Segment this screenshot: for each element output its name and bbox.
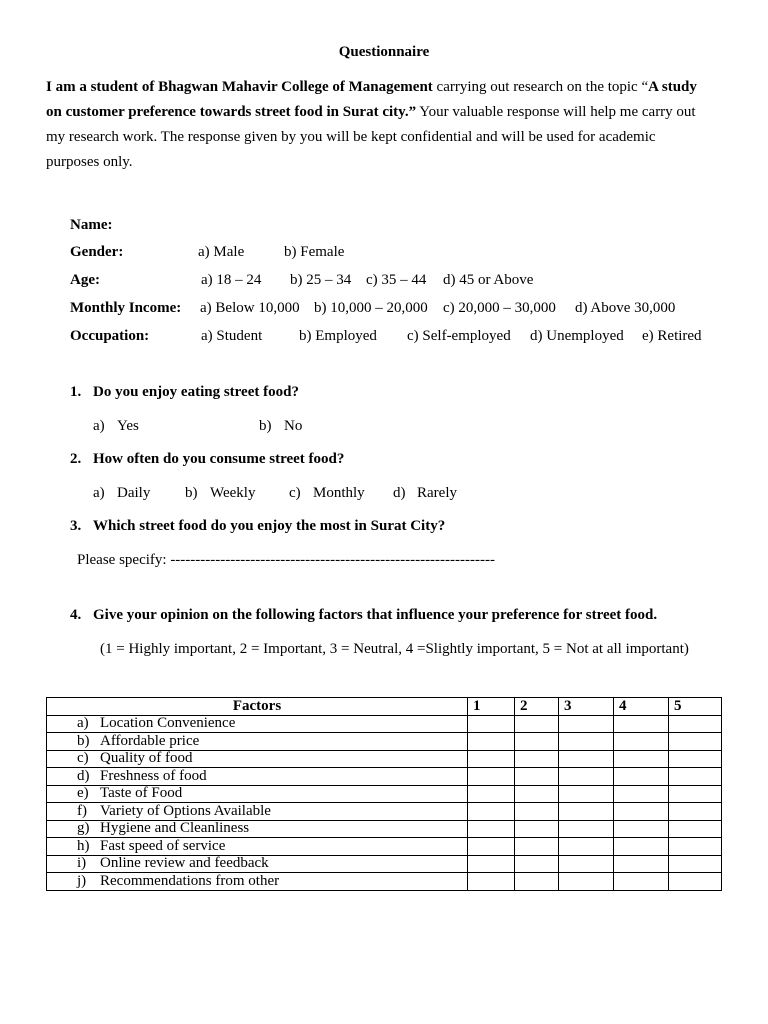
rating-cell [468,733,515,751]
factor-letter: f) [77,802,87,819]
rating-header: 4 [614,698,669,716]
rating-cell [614,733,669,751]
factor-label: Online review and feedback [100,855,269,872]
factor-letter: g) [77,820,90,837]
table-row [47,733,722,751]
factor-letter: b) [77,732,90,749]
factor-cell [47,785,468,803]
factor-letter: a) [77,715,89,732]
factor-label: Freshness of food [100,767,207,784]
factor-label: Fast speed of service [100,837,226,854]
occupation-option: a) Student [201,328,263,344]
rating-cell [515,768,559,786]
factor-cell [47,820,468,838]
gender-label: Gender: [70,244,124,260]
factor-cell [47,733,468,751]
occupation-option: c) Self-employed [407,328,511,344]
rating-cell [468,803,515,821]
gender-option: b) Female [284,244,345,260]
rating-cell [559,803,614,821]
rating-scale-note: (1 = Highly important, 2 = Important, 3 = Neutral, 4 =Slightly important, 5 = Not at all important) [100,641,689,657]
gender-option: a) Male [198,244,245,260]
specify-blank: ----------------------------------------------------------------- [170,552,495,568]
rating-cell [559,855,614,873]
factor-cell [47,838,468,856]
rating-cell [515,803,559,821]
intro-text: my research work. The response given by you will be kept confidential and will be used for academic [46,129,656,145]
rating-cell [669,785,722,803]
factor-cell [47,803,468,821]
rating-cell [559,715,614,733]
page-title: Questionnaire [338,44,430,60]
table-row [47,750,722,768]
income-option: a) Below 10,000 [200,300,300,316]
factor-label: Taste of Food [100,785,183,802]
question-2-options [0,484,768,502]
factor-letter: j) [77,872,87,889]
income-label: Monthly Income: [70,300,182,316]
question-3 [0,517,768,535]
factor-label: Recommendations from other [100,872,280,889]
rating-cell [515,733,559,751]
rating-cell [468,838,515,856]
rating-cell [559,838,614,856]
occupation-option: e) Retired [642,328,702,344]
intro-bold-text: A study [648,79,697,95]
table-row [47,855,722,873]
factor-label: Affordable price [100,732,200,749]
rating-cell [559,750,614,768]
age-option: a) 18 – 24 [201,272,262,288]
factor-cell [47,855,468,873]
rating-cell [559,873,614,891]
intro-text: carrying out research on the topic “ [432,79,649,95]
rating-cell [559,768,614,786]
name-row [0,216,768,234]
intro-bold-text: on customer preference towards street food in Surat city.” [46,104,417,120]
rating-cell [614,838,669,856]
rating-cell [614,803,669,821]
factors-table [46,697,722,891]
rating-cell [559,820,614,838]
question-number: 2. [70,451,82,467]
age-label: Age: [70,272,100,288]
table-row [47,803,722,821]
question-2 [0,450,768,468]
factor-cell [47,715,468,733]
factor-letter: e) [77,785,89,802]
intro-text: Your valuable response will help me carry out [416,104,696,120]
rating-cell [614,873,669,891]
factor-letter: i) [77,855,87,872]
factor-letter: c) [77,750,89,767]
option-label: Daily [117,485,151,501]
rating-cell [669,873,722,891]
factor-label: Location Convenience [100,715,236,732]
occupation-option: b) Employed [299,328,377,344]
rating-cell [614,768,669,786]
option-letter: b) [185,485,198,501]
rating-cell [614,820,669,838]
rating-header: 2 [515,698,559,716]
question-number: 3. [70,518,82,534]
factor-label: Hygiene and Cleanliness [100,820,250,837]
question-text: How often do you consume street food? [93,451,345,467]
rating-cell [669,820,722,838]
table-row [47,873,722,891]
specify-line [77,551,495,569]
gender-row [0,243,768,261]
rating-cell [515,855,559,873]
specify-label: Please specify: [77,552,167,568]
factor-label: Variety of Options Available [100,802,271,819]
rating-cell [614,785,669,803]
rating-cell [515,820,559,838]
factors-header: Factors [47,698,468,716]
age-option: b) 25 – 34 [290,272,352,288]
table-row [47,785,722,803]
rating-cell [468,768,515,786]
table-row [47,838,722,856]
intro-line [46,153,133,171]
income-option: b) 10,000 – 20,000 [314,300,428,316]
intro-line [46,128,656,146]
name-label: Name: [70,217,113,233]
rating-cell [669,733,722,751]
rating-cell [468,820,515,838]
rating-cell [515,715,559,733]
option-label: Yes [117,418,139,434]
rating-cell [669,750,722,768]
factor-cell [47,873,468,891]
rating-cell [669,715,722,733]
rating-cell [614,750,669,768]
occupation-row [0,327,768,345]
rating-cell [515,838,559,856]
age-option: d) 45 or Above [443,272,534,288]
question-number: 1. [70,384,82,400]
rating-cell [669,855,722,873]
rating-cell [669,803,722,821]
factor-label: Quality of food [100,750,193,767]
option-label: Weekly [210,485,256,501]
rating-cell [468,785,515,803]
rating-header: 1 [468,698,515,716]
question-text: Do you enjoy eating street food? [93,384,299,400]
rating-cell [614,715,669,733]
rating-cell [468,750,515,768]
income-row [0,299,768,317]
table-row [47,768,722,786]
rating-cell [669,838,722,856]
option-letter: a) [93,418,105,434]
rating-cell [614,855,669,873]
intro-line [46,78,697,96]
rating-cell [468,873,515,891]
question-number: 4. [70,607,82,623]
occupation-label: Occupation: [70,328,150,344]
rating-cell [468,715,515,733]
rating-cell [559,733,614,751]
question-1-options [0,417,768,435]
table-row [47,715,722,733]
income-option: d) Above 30,000 [575,300,676,316]
occupation-option: d) Unemployed [530,328,624,344]
factor-letter: d) [77,767,90,784]
rating-cell [515,785,559,803]
intro-line [46,103,696,121]
option-letter: d) [393,485,406,501]
question-text: Give your opinion on the following factors that influence your preference for street food. [93,607,658,623]
age-row [0,271,768,289]
rating-cell [559,785,614,803]
question-4 [0,606,768,624]
rating-header: 5 [669,698,722,716]
table-row [47,820,722,838]
option-letter: b) [259,418,272,434]
table-header-row [47,698,722,716]
option-letter: c) [289,485,301,501]
factor-letter: h) [77,837,90,854]
option-letter: a) [93,485,105,501]
intro-text: purposes only. [46,154,133,170]
factors-table-body [47,715,722,890]
rating-cell [515,873,559,891]
age-option: c) 35 – 44 [366,272,427,288]
question-1 [0,383,768,401]
factor-cell [47,768,468,786]
rating-header: 3 [559,698,614,716]
rating-cell [515,750,559,768]
rating-cell [669,768,722,786]
income-option: c) 20,000 – 30,000 [443,300,556,316]
option-label: Rarely [417,485,457,501]
question-text: Which street food do you enjoy the most in Surat City? [93,518,446,534]
option-label: Monthly [313,485,365,501]
intro-bold-text: I am a student of Bhagwan Mahavir College of Management [46,79,433,95]
rating-cell [468,855,515,873]
option-label: No [284,418,303,434]
factor-cell [47,750,468,768]
